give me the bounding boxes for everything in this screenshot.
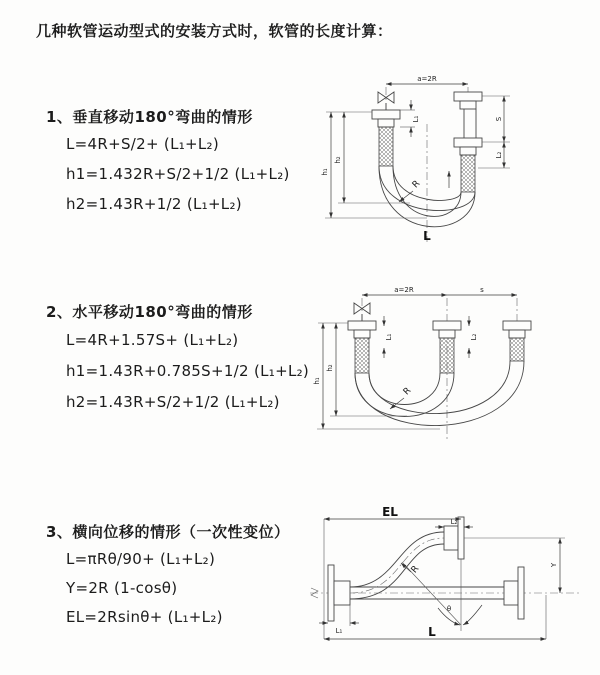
section-2-formula-h1: h1=1.43R+0.785S+1/2 (L₁+L₂) xyxy=(66,362,310,380)
dim-label-h1: h₁ xyxy=(321,168,329,176)
dim-label-l1: L₁ xyxy=(385,333,393,341)
dim-label-l1: L₁ xyxy=(335,627,343,635)
braided-hose-section xyxy=(379,127,393,166)
radius-label: R xyxy=(410,178,423,191)
dim-label-a2r: a=2R xyxy=(417,75,437,83)
page-title: 几种软管运动型式的安装方式时，软管的长度计算： xyxy=(36,22,393,40)
dim-label-a2r: a=2R xyxy=(394,286,414,294)
section-3-formula-Y: Y=2R (1-cosθ) xyxy=(66,579,178,597)
dim-label-l2: L₂ xyxy=(495,151,503,159)
section-2-heading: 2、水平移动180°弯曲的情形 xyxy=(46,303,253,321)
dim-label-s: s xyxy=(480,286,484,294)
section-2-formula-L: L=4R+1.57S+ (L₁+L₂) xyxy=(66,331,239,349)
dim-label-l: L xyxy=(428,625,436,639)
dim-label-l2: L₂ xyxy=(470,333,478,341)
section-2-formula-h2: h2=1.43R+S/2+1/2 (L₁+L₂) xyxy=(66,393,280,411)
radius-label: R xyxy=(401,385,414,398)
dim-label-y: Y xyxy=(550,562,558,568)
section-3-formula-EL: EL=2Rsinθ+ (L₁+L₂) xyxy=(66,608,223,626)
dim-label-s: S xyxy=(495,116,503,122)
section-1-formula-h2: h2=1.43R+1/2 (L₁+L₂) xyxy=(66,195,242,213)
valve-icon xyxy=(378,92,386,103)
section-3-formula-L: L=πRθ/90+ (L₁+L₂) xyxy=(66,550,216,568)
dim-label-h2: h₂ xyxy=(334,156,342,164)
radius-label: R xyxy=(409,564,422,576)
dim-label-h2: h₂ xyxy=(326,364,334,372)
length-label: L xyxy=(423,229,431,243)
dim-label-el: EL xyxy=(382,505,398,519)
diagram-horizontal-180-bend xyxy=(312,283,590,451)
dim-label-l2: L₂ xyxy=(450,518,458,526)
diagram-lateral-displacement xyxy=(298,505,590,655)
section-1-heading: 1、垂直移动180°弯曲的情形 xyxy=(46,108,253,126)
dim-label-h1: h₁ xyxy=(313,377,321,385)
braided-hose-section xyxy=(355,338,369,373)
diagram-vertical-180-bend xyxy=(318,72,580,264)
section-1-formula-L: L=4R+S/2+ (L₁+L₂) xyxy=(66,135,220,153)
valve-icon xyxy=(354,303,362,314)
dim-label-l1: L₁ xyxy=(412,115,420,123)
section-1-formula-h1: h1=1.432R+S/2+1/2 (L₁+L₂) xyxy=(66,165,290,183)
angle-theta-label: θ xyxy=(446,605,452,613)
section-3-heading: 3、横向位移的情形（一次性变位） xyxy=(46,523,290,541)
